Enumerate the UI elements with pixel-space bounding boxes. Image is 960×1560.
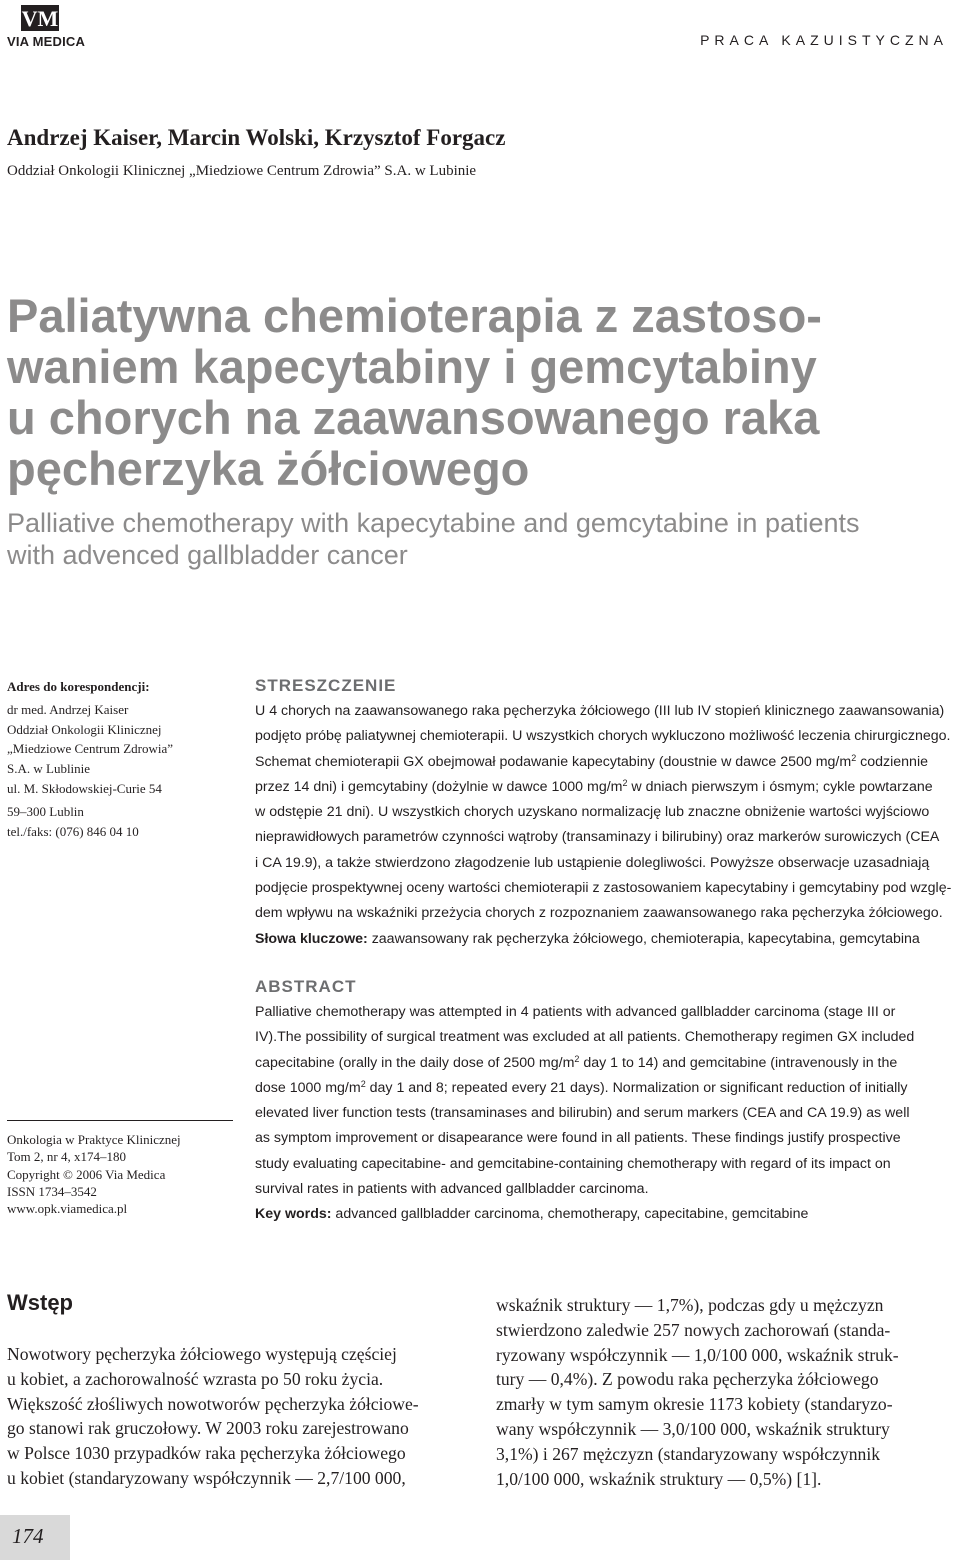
body-line: u kobiet (standaryzowany współczynnik — 2,7/100 000, (7, 1467, 406, 1488)
abstract-line: Palliative chemotherapy was attempted in 4 patients with advanced gallbladder carcinoma (stage III or (255, 1004, 896, 1020)
keywords-text: advanced gallbladder carcinoma, chemotherapy, capecitabine, gemcitabine (331, 1206, 809, 1223)
body-line: wany współczynnik — 3,0/100 000, wskaźnik struktury (496, 1418, 890, 1439)
body-line: ryzowany współczynnik — 1,0/100 000, wskaźnik struk- (496, 1344, 899, 1365)
affiliation: Oddział Onkologii Klinicznej „Miedziowe Centrum Zdrowia” S.A. w Lubinie (7, 163, 477, 179)
keywords-line (255, 927, 956, 952)
journal-info-line: Copyright © 2006 Via Medica (7, 1166, 166, 1182)
keywords-label: Key words: (255, 1206, 332, 1223)
title-en-line: with advenced gallbladder cancer (7, 540, 408, 570)
journal-info (7, 1131, 237, 1217)
body-line: Nowotwory pęcherzyka żółciowego występują częściej (7, 1344, 397, 1364)
abstract-line: as symptom improvement or disapearance were found in all patients. These findings justify prospective (255, 1130, 901, 1147)
journal-info-line: Tom 2, nr 4, x174–180 (7, 1149, 126, 1165)
correspondence-line: Oddział Onkologii Klinicznej (7, 721, 162, 737)
title-line: u chorych na zaawansowanego raka (7, 391, 820, 444)
abstract-line: dem wpływu na wskaźniki przeżycia chorych z rozpoznaniem zaawansowanego raka pęcherzyka żółciowego. (255, 905, 943, 922)
journal-info-link[interactable]: www.opk.viamedica.pl (7, 1201, 128, 1217)
body-line: Większość złośliwych nowotworów pęcherzyka żółciowe- (7, 1393, 419, 1414)
page-number: 174 (12, 1524, 44, 1548)
intro-text-left (7, 1342, 467, 1491)
streszczenie-text (255, 699, 956, 952)
abstract-line: przez 14 dni) i gemcytabiny (dożylnie w dawce 1000 $mg/m^2$ w dniach pierwszym i ósmym; cykle powtarzane (255, 777, 933, 795)
body-line: u kobiet, a zachorowalność wzrasta po 50 roku życia. (7, 1368, 384, 1389)
correspondence-heading: Adres do korespondencji: (7, 679, 150, 694)
keywords-text: zaawansowany rak pęcherzyka żółciowego, chemioterapia, kapecytabina, gemcytabina (367, 930, 920, 947)
keywords-line (255, 1202, 956, 1227)
authors: Andrzej Kaiser, Marcin Wolski, Krzysztof Forgacz (7, 125, 506, 150)
abstract-line: survival rates in patients with advanced gallbladder carcinoma. (255, 1181, 649, 1198)
correspondence-phone: tel./faks: (076) 846 04 10 (7, 823, 139, 839)
body-line: stwierdzono zaledwie 257 nowych zachorowań (standa- (496, 1319, 891, 1340)
title-line: pęcherzyka żółciowego (7, 442, 530, 495)
abstract-line: w odstępie 21 dni). U wszystkich chorych uzyskano normalizację lub znaczne obniżenie wartości wyjściowo (255, 804, 930, 821)
abstract-heading: ABSTRACT (255, 977, 357, 996)
correspondence-postal: 59–300 Lublin (7, 803, 84, 819)
vm-logo-mark-icon (7, 4, 73, 34)
journal-info-line: ISSN 1734–3542 (7, 1183, 97, 1199)
abstract-line: dose 1000 $mg/m^2$ day 1 and 8; repeated every 21 days). Normalization or significant reduction of initially (255, 1078, 908, 1096)
abstract-line: nieprawidłowych parametrów czynności wątroby (transaminazy i bilirubiny) oraz markerów surowiczych (CEA (255, 829, 940, 846)
intro-heading: Wstęp (7, 1290, 73, 1315)
logo-text: VIA MEDICA (7, 34, 86, 49)
abstract-line: study evaluating capecitabine- and gemcitabine-containing chemotherapy with regard of its impact on (255, 1155, 891, 1172)
body-line: 1,0/100 000, wskaźnik struktury — 0,5%) [1]. (496, 1468, 822, 1489)
abstract-text (255, 1000, 956, 1228)
correspondence-line: dr med. Andrzej Kaiser (7, 701, 129, 717)
correspondence-line: „Miedziowe Centrum Zdrowia” (7, 741, 174, 757)
body-line: tury — 0,4%). Z powodu raka pęcherzyka żółciowego (496, 1369, 879, 1390)
abstract-line: Schemat chemioterapii GX obejmował podawanie kapecytabiny (doustnie w dawce 2500 $mg/m^2$ codziennie (255, 752, 928, 770)
via-medica-logo (7, 4, 99, 48)
streszczenie-heading: STRESZCZENIE (255, 676, 397, 695)
abstract-line: elevated liver function tests (transaminases and bilirubin) and serum markers (CEA and CA 19.9) as well (255, 1105, 910, 1122)
abstract-line: U 4 chorych na zaawansowanego raka pęcherzyka żółciowego (III lub IV stopień klinicznego zaawansowania) (255, 703, 945, 719)
body-line: go stanowi rak gruczołowy. W 2003 roku zarejestrowano (7, 1418, 409, 1439)
correspondence-line: S.A. w Lublinie (7, 761, 91, 777)
title-en-line: Palliative chemotherapy with kapecytabine and gemcytabine in patients (7, 508, 860, 538)
journal-info-line: Onkologia w Praktyce Klinicznej (7, 1132, 181, 1147)
keywords-label: Słowa kluczowe: (255, 930, 368, 947)
section-label: PRACA KAZUISTYCZNA (700, 32, 948, 48)
body-line: wskaźnik struktury — 1,7%), podczas gdy u mężczyzn (496, 1295, 884, 1315)
title-line: Paliatywna chemioterapia z zastoso- (7, 289, 822, 342)
correspondence-line: ul. M. Skłodowskiej-Curie 54 (7, 780, 162, 796)
intro-text-right (496, 1293, 956, 1491)
article-title (7, 290, 957, 494)
article-title-english (7, 507, 957, 571)
abstract-line: capecitabine (orally in the daily dose of 2500 $mg/m^2$ day 1 to 14) and gemcitabine (intravenously in the (255, 1053, 898, 1071)
abstract-line: podjęcie prospektywnej oceny wartości chemioterapii z zastosowaniem kapecytabiny i gemcytabiny pod wzglę- (255, 880, 952, 897)
body-line: 3,1%) i 267 mężczyzn (standaryzowany współczynnik (496, 1443, 881, 1464)
correspondence-address (7, 677, 237, 841)
journal-info-divider (7, 1120, 233, 1121)
body-line: zmarły w tym samym okresie 1173 kobiety (standaryzo- (496, 1394, 893, 1415)
svg-text:VM: VM (21, 6, 59, 31)
abstract-line: podjęto próbę paliatywnej chemioterapii. U wszystkich chorych wykluczono możliwość leczenia chirurgicznego. (255, 728, 951, 745)
abstract-line: IV).The possibility of surgical treatment was excluded at all patients. Chemotherapy regimen GX included (255, 1029, 915, 1046)
body-line: w Polsce 1030 przypadków raka pęcherzyka żółciowego (7, 1443, 406, 1464)
title-line: waniem kapecytabiny i gemcytabiny (7, 340, 817, 393)
abstract-line: i CA 19.9), a także stwierdzono złagodzenie lub ustąpienie dolegliwości. Powyższe obserwacje uzasadniają (255, 854, 930, 871)
